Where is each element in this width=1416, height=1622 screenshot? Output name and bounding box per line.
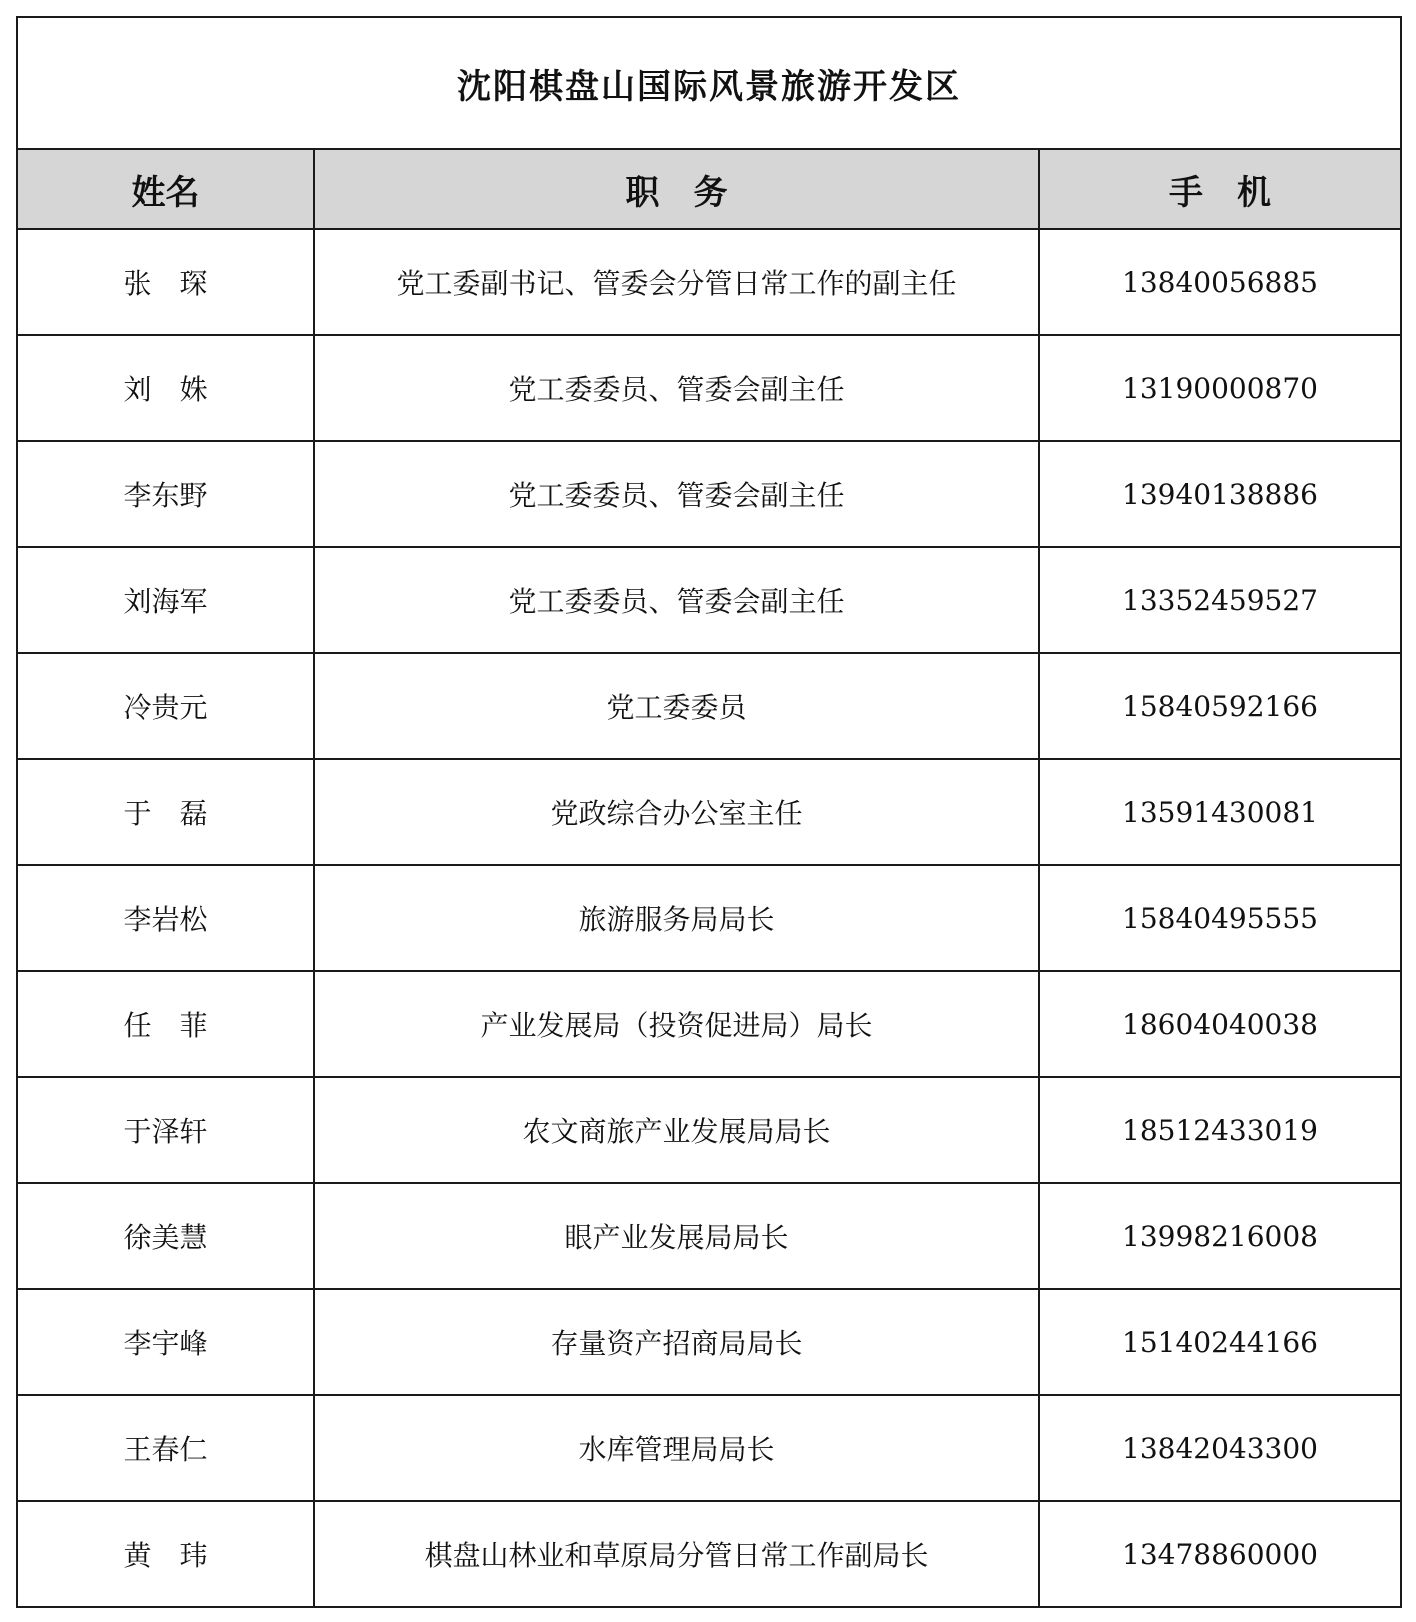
table-row bbox=[17, 1077, 1401, 1183]
name-cell: 刘 姝 bbox=[17, 335, 314, 441]
phone-cell: 15840592166 bbox=[1039, 653, 1401, 759]
header-name: 姓名 bbox=[17, 149, 314, 229]
table-row bbox=[17, 1501, 1401, 1607]
phone-cell: 13940138886 bbox=[1039, 441, 1401, 547]
phone-cell: 13591430081 bbox=[1039, 759, 1401, 865]
name-cell: 王春仁 bbox=[17, 1395, 314, 1501]
phone-cell: 13840056885 bbox=[1039, 229, 1401, 335]
header-position: 职 务 bbox=[314, 149, 1039, 229]
phone-cell: 13998216008 bbox=[1039, 1183, 1401, 1289]
name-cell: 黄 玮 bbox=[17, 1501, 314, 1607]
phone-cell: 18512433019 bbox=[1039, 1077, 1401, 1183]
name-cell: 冷贵元 bbox=[17, 653, 314, 759]
table-row bbox=[17, 865, 1401, 971]
phone-cell: 13478860000 bbox=[1039, 1501, 1401, 1607]
table-row bbox=[17, 441, 1401, 547]
position-cell: 产业发展局（投资促进局）局长 bbox=[314, 971, 1039, 1077]
position-cell: 农文商旅产业发展局局长 bbox=[314, 1077, 1039, 1183]
table-row bbox=[17, 759, 1401, 865]
name-cell: 张 琛 bbox=[17, 229, 314, 335]
name-cell: 刘海军 bbox=[17, 547, 314, 653]
phone-cell: 15140244166 bbox=[1039, 1289, 1401, 1395]
phone-cell: 15840495555 bbox=[1039, 865, 1401, 971]
phone-cell: 13190000870 bbox=[1039, 335, 1401, 441]
table-row bbox=[17, 971, 1401, 1077]
position-cell: 眼产业发展局局长 bbox=[314, 1183, 1039, 1289]
phone-cell: 18604040038 bbox=[1039, 971, 1401, 1077]
name-cell: 徐美慧 bbox=[17, 1183, 314, 1289]
table-row bbox=[17, 547, 1401, 653]
table-row bbox=[17, 1395, 1401, 1501]
name-cell: 李宇峰 bbox=[17, 1289, 314, 1395]
position-cell: 旅游服务局局长 bbox=[314, 865, 1039, 971]
table-title: 沈阳棋盘山国际风景旅游开发区 bbox=[17, 17, 1401, 149]
title-row bbox=[17, 17, 1401, 149]
contact-table bbox=[16, 16, 1402, 1608]
position-cell: 存量资产招商局局长 bbox=[314, 1289, 1039, 1395]
position-cell: 棋盘山林业和草原局分管日常工作副局长 bbox=[314, 1501, 1039, 1607]
name-cell: 任 菲 bbox=[17, 971, 314, 1077]
position-cell: 党工委委员、管委会副主任 bbox=[314, 441, 1039, 547]
position-cell: 党工委副书记、管委会分管日常工作的副主任 bbox=[314, 229, 1039, 335]
table-row bbox=[17, 1183, 1401, 1289]
phone-cell: 13842043300 bbox=[1039, 1395, 1401, 1501]
position-cell: 党工委委员、管委会副主任 bbox=[314, 547, 1039, 653]
table-row bbox=[17, 1289, 1401, 1395]
phone-cell: 13352459527 bbox=[1039, 547, 1401, 653]
name-cell: 李岩松 bbox=[17, 865, 314, 971]
position-cell: 党政综合办公室主任 bbox=[314, 759, 1039, 865]
position-cell: 党工委委员、管委会副主任 bbox=[314, 335, 1039, 441]
name-cell: 于 磊 bbox=[17, 759, 314, 865]
name-cell: 李东野 bbox=[17, 441, 314, 547]
position-cell: 水库管理局局长 bbox=[314, 1395, 1039, 1501]
name-cell: 于泽轩 bbox=[17, 1077, 314, 1183]
header-row bbox=[17, 149, 1401, 229]
table-row bbox=[17, 229, 1401, 335]
table-row bbox=[17, 653, 1401, 759]
table-row bbox=[17, 335, 1401, 441]
header-phone: 手 机 bbox=[1039, 149, 1401, 229]
position-cell: 党工委委员 bbox=[314, 653, 1039, 759]
